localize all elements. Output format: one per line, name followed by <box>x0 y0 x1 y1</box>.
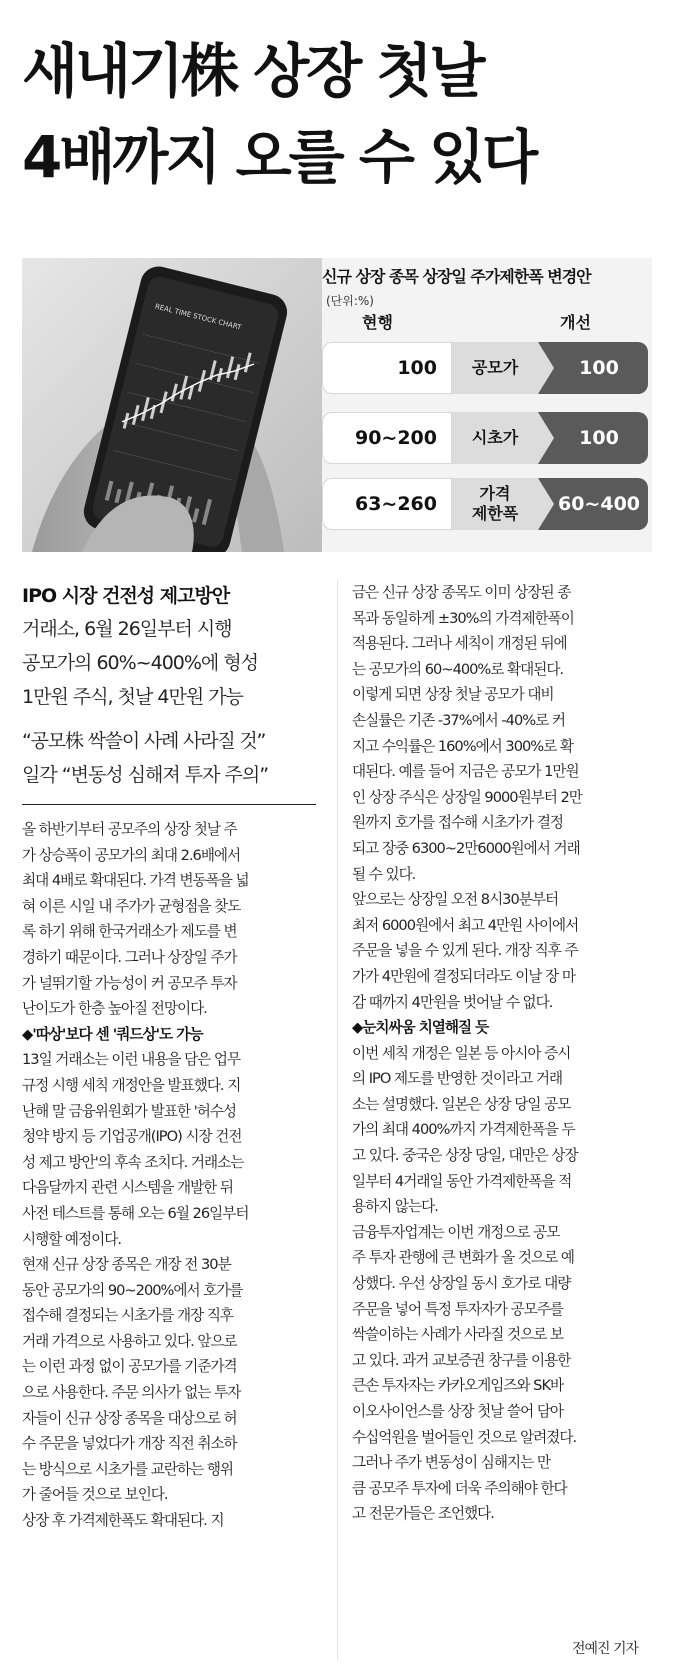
body-text-line: 경하기 때문이다. 그러나 상장일 주가 <box>22 948 237 966</box>
body-text-line: 수십억원을 벌어들인 것으로 알려졌다. <box>352 1428 577 1446</box>
body-text-line: 규정 시행 세칙 개정안을 발표했다. 지 <box>22 1076 241 1094</box>
graphic-unit: (단위:%) <box>326 294 374 308</box>
body-text-line: 자들이 신규 상장 종목을 대상으로 허 <box>22 1409 237 1427</box>
body-text-line: 이렇게 되면 상장 첫날 공모가 대비 <box>352 686 554 704</box>
body-text-line: 지고 수익률은 160%에서 300%로 확 <box>352 737 573 755</box>
body-text-line: 가 널뛰기할 가능성이 커 공모주 투자 <box>22 974 237 992</box>
body-text-line: 소는 설명했다. 일본은 상장 당일 공모 <box>352 1095 571 1113</box>
body-text-line: 고 있다. 과거 교보증권 창구를 이용한 <box>352 1351 571 1369</box>
body-text-line: 용하지 않는다. <box>352 1198 438 1216</box>
improved-value: 100 <box>538 342 648 394</box>
current-value: 63~260 <box>322 478 452 530</box>
body-text-line: 가 상승폭이 공모가의 최대 2.6배에서 <box>22 846 241 864</box>
section-subheading: ◆눈치싸움 치열해질 듯 <box>352 1019 489 1037</box>
body-text-line: 올 하반기부터 공모주의 상장 첫날 주 <box>22 821 237 838</box>
arrow-right-icon <box>538 342 554 394</box>
summary-title: IPO 시장 건전성 제고방안 <box>22 585 230 607</box>
body-text-line: 최대 4배로 확대된다. 가격 변동폭을 넓 <box>22 872 249 890</box>
body-text-line: 되고 장중 6300~2만6000원에서 거래 <box>352 839 580 857</box>
current-value: 100 <box>322 342 452 394</box>
smartphone-chart-photo <box>22 258 322 552</box>
headline-line-2: 4배까지 오를 수 있다 <box>22 123 536 191</box>
header-current: 현행 <box>362 313 393 332</box>
body-text-line: 큰손 투자자는 카카오게임즈와 SK바 <box>352 1377 564 1395</box>
body-text-line: 감 때까지 4만원을 벗어날 수 없다. <box>352 993 553 1011</box>
column-divider <box>337 580 338 1660</box>
body-text-line: 싹쓸이하는 사례가 사라질 것으로 보 <box>352 1326 564 1344</box>
body-text-line: 인 상장 주식은 상장일 9000원부터 2만 <box>352 788 582 806</box>
improved-value: 100 <box>538 412 648 464</box>
body-text-line: 상장 후 가격제한폭도 확대된다. 지 <box>22 1512 224 1530</box>
phone-screen-label: REAL TIME STOCK CHART <box>154 302 243 332</box>
body-text-line: 최저 6000원에서 최고 4만원 사이에서 <box>352 916 579 934</box>
body-text-line: 가 줄어들 것으로 보인다. <box>22 1486 168 1504</box>
body-text-line: 성 제고 방안'의 후속 조치다. 거래소는 <box>22 1153 244 1171</box>
body-text-line: 상했다. 우선 상장일 동시 호가로 대량 <box>352 1275 571 1293</box>
body-text-line: 금융투자업계는 이번 개정으로 공모 <box>352 1223 560 1241</box>
body-text-line: 앞으로는 상장일 오전 8시30분부터 <box>352 891 559 909</box>
body-text-line: 이번 세칙 개정은 일본 등 아시아 증시 <box>352 1044 571 1062</box>
body-text-line: 주 투자 관행에 큰 변화가 올 것으로 예 <box>352 1249 574 1267</box>
graphic-title: 신규 상장 종목 상장일 주가제한폭 변경안 <box>322 267 591 286</box>
header-improved: 개선 <box>560 313 591 332</box>
headline <box>22 28 662 200</box>
body-text-line: 대된다. 예를 들어 지금은 공모가 1만원 <box>352 763 579 781</box>
body-text-line: 이오사이언스를 상장 첫날 쓸어 담아 <box>352 1403 564 1420</box>
body-text-line: 현재 신규 상장 종목은 개장 전 30분 <box>22 1256 231 1274</box>
body-text-line: 수 주문을 넣었다가 개장 직전 취소하 <box>22 1435 237 1453</box>
body-text-line: 으로 사용한다. 주문 의사가 없는 투자 <box>22 1384 241 1402</box>
body-text-line: 원까지 호가를 접수해 시초가가 결정 <box>352 814 564 832</box>
body-text-line: 주문을 넣을 수 있게 된다. 개장 직후 주 <box>352 942 578 960</box>
arrow-right-icon <box>538 478 554 530</box>
headline-line-1: 새내기株 상장 첫날 <box>22 37 483 105</box>
improved-value: 60~400 <box>538 478 648 530</box>
row-label: 공모가 <box>452 342 538 394</box>
body-text-line: 주문을 넣어 특정 투자자가 공모주를 <box>352 1300 564 1318</box>
body-text-line: 난이도가 한층 높아질 전망이다. <box>22 1000 207 1018</box>
body-text-line: 고 전문가들은 조언했다. <box>352 1505 494 1523</box>
body-text-line: 난해 말 금융위원회가 발표한 '허수성 <box>22 1102 237 1120</box>
quote-line: 일각 “변동성 심해져 투자 주의” <box>22 764 269 786</box>
byline: 전예진 기자 <box>572 1641 639 1657</box>
body-text-line: 큼 공모주 투자에 더욱 주의해야 한다 <box>352 1479 567 1497</box>
divider <box>22 804 316 805</box>
body-text-line: 동안 공모가의 90~200%에서 호가를 <box>22 1281 243 1299</box>
body-text-line: 는 이런 과정 없이 공모가를 기준가격 <box>22 1358 237 1376</box>
body-text-line: 시행할 예정이다. <box>22 1230 121 1248</box>
table-row <box>322 342 648 394</box>
summary-line: 공모가의 60%~400%에 형성 <box>22 652 259 674</box>
article-body-left <box>22 817 332 1534</box>
article-body-right <box>352 580 662 1527</box>
body-text-line: 손실률은 기존 -37%에서 -40%로 커 <box>352 711 565 729</box>
body-text-line: 고 있다. 중국은 상장 당일, 대만은 상장 <box>352 1147 578 1165</box>
arrow-right-icon <box>538 412 554 464</box>
body-text-line: 다음달까지 관련 시스템을 개발한 뒤 <box>22 1179 234 1197</box>
body-text-line: 적용된다. 그러나 세칙이 개정된 뒤에 <box>352 635 567 653</box>
body-text-line: 접수해 결정되는 시초가를 개장 직후 <box>22 1307 234 1325</box>
row-label: 시초가 <box>452 412 538 464</box>
body-text-line: 는 공모가의 60~400%로 확대된다. <box>352 660 564 678</box>
body-text-line: 혀 이른 시일 내 주가가 균형점을 찾도 <box>22 897 241 915</box>
body-text-line: 목과 동일하게 ±30%의 가격제한폭이 <box>352 609 574 627</box>
current-value: 90~200 <box>322 412 452 464</box>
body-text-line: 의 IPO 제도를 반영한 것이라고 거래 <box>352 1070 563 1088</box>
body-text-line: 청약 방지 등 기업공개(IPO) 시장 건전 <box>22 1128 242 1146</box>
table-row <box>322 478 648 530</box>
body-text-line: 가의 최대 400%까지 가격제한폭을 두 <box>352 1121 575 1139</box>
body-text-line: 록 하기 위해 한국거래소가 제도를 변 <box>22 923 237 941</box>
body-text-line: 거래 가격으로 사용하고 있다. 앞으로 <box>22 1332 237 1350</box>
right-column <box>352 580 662 1527</box>
body-text-line: 는 방식으로 시초가를 교란하는 행위 <box>22 1460 234 1478</box>
body-text-line: 가가 4만원에 결정되더라도 이날 장 마 <box>352 967 575 985</box>
row-label: 가격 제한폭 <box>452 478 538 530</box>
table-row <box>322 412 648 464</box>
quote-line: “공모株 싹쓸이 사례 사라질 것” <box>22 730 266 752</box>
summary-line: 거래소, 6월 26일부터 시행 <box>22 618 232 640</box>
left-column <box>22 580 332 1534</box>
body-text-line: 금은 신규 상장 종목도 이미 상장된 종 <box>352 584 571 601</box>
summary-line: 1만원 주식, 첫날 4만원 가능 <box>22 686 243 708</box>
body-text-line: 될 수 있다. <box>352 865 416 883</box>
body-text-line: 사전 테스트를 통해 오는 6월 26일부터 <box>22 1204 249 1222</box>
section-subheading: ◆'따상'보다 센 '쿼드상'도 가능 <box>22 1025 203 1043</box>
body-text-line: 그러나 주가 변동성이 심해지는 만 <box>352 1454 550 1472</box>
body-text-line: 13일 거래소는 이런 내용을 담은 업무 <box>22 1051 241 1069</box>
body-text-line: 일부터 4거래일 동안 가격제한폭을 적 <box>352 1172 572 1190</box>
